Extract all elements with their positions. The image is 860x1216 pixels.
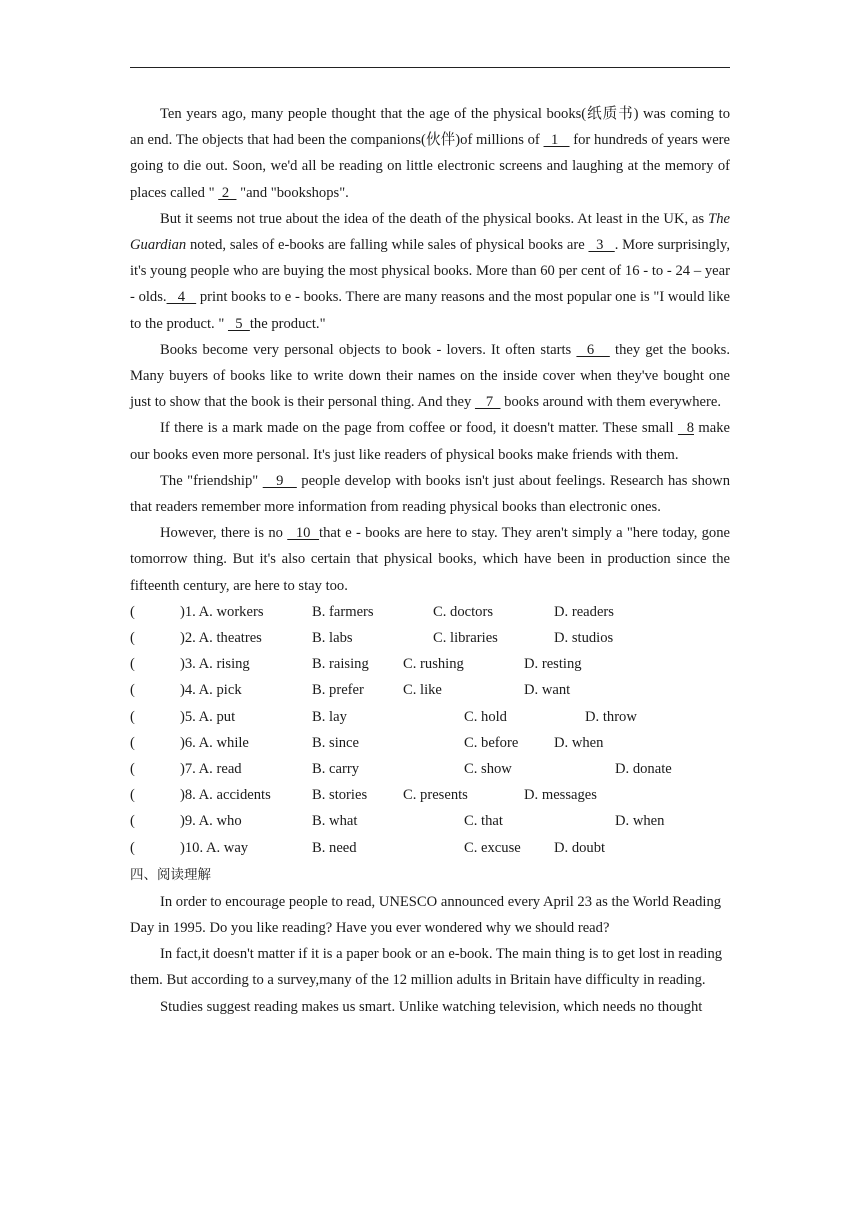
blank-10: 10: [287, 525, 320, 542]
option-c: C. before: [464, 734, 519, 751]
passage-paragraph-2: [130, 206, 730, 337]
blank-1: 1: [543, 132, 570, 149]
option-c: C. that: [464, 813, 503, 830]
option-a: )7. A. read: [180, 760, 242, 777]
header-rule: [130, 67, 730, 68]
passage-text: they get the books. Many buyers of books like to write down their names on the inside cover when they've bought one just to show that the book is their personal thing. And they: [130, 341, 730, 411]
option-a: )3. A. rising: [180, 656, 250, 673]
blank-7: 7: [474, 394, 501, 411]
option-b: B. what: [312, 813, 358, 830]
option-c: C. like: [403, 682, 442, 699]
question-row: [130, 756, 730, 782]
option-d: D. readers: [554, 603, 614, 620]
option-b: B. lay: [312, 708, 347, 725]
option-b: B. farmers: [312, 603, 374, 620]
option-b: B. labs: [312, 630, 353, 647]
option-a: )5. A. put: [180, 708, 236, 725]
blank-4: 4: [166, 289, 197, 306]
option-a: )10. A. way: [180, 839, 249, 856]
blank-8: 8: [677, 420, 694, 437]
option-a: )2. A. theatres: [180, 630, 262, 647]
answer-paren: (: [130, 708, 135, 725]
option-c: C. doctors: [433, 603, 493, 620]
option-d: D. doubt: [554, 839, 606, 856]
question-row: [130, 835, 730, 861]
reading-paragraph-2: In fact,it doesn't matter if it is a paper book or an e-book. The main thing is to get lost in reading them. But according to a survey,many of the 12 million adults in Britain have difficulty in reading.: [130, 946, 723, 989]
passage-text: for hundreds of years were going to die out. Soon, we'd all be reading on little electronic screens and laughing at the memory of places called ": [130, 132, 731, 201]
answer-paren: (: [130, 760, 135, 777]
blank-6: 6: [576, 341, 610, 358]
answer-paren: (: [130, 734, 135, 751]
option-c: C. hold: [464, 708, 507, 725]
option-b: B. raising: [312, 656, 369, 673]
section-heading: [130, 861, 730, 889]
section-heading-text: 四、阅读理解: [130, 866, 211, 883]
reading-paragraph-3: Studies suggest reading makes us smart. Unlike watching television, which needs no thought: [160, 998, 703, 1015]
option-a: )8. A. accidents: [180, 787, 271, 804]
option-d: D. want: [524, 682, 571, 699]
answer-paren: (: [130, 682, 135, 699]
option-d: D. when: [554, 734, 604, 751]
passage-text: The "friendship": [160, 472, 263, 489]
blank-3: 3: [588, 237, 615, 254]
question-list: [130, 599, 730, 861]
blank-2: 2: [218, 184, 237, 201]
answer-paren: (: [130, 656, 135, 673]
question-row: [130, 651, 730, 677]
option-d: D. throw: [585, 708, 637, 725]
option-c: C. rushing: [403, 656, 464, 673]
question-row: [130, 704, 730, 730]
option-d: D. resting: [524, 656, 582, 673]
option-a: )4. A. pick: [180, 682, 242, 699]
question-row: [130, 782, 730, 808]
answer-paren: (: [130, 813, 135, 830]
option-d: D. donate: [615, 760, 672, 777]
option-a: )6. A. while: [180, 734, 249, 751]
passage-text: people develop with books isn't just about feelings. Research has shown that readers remember more information from reading physical books than electronic ones.: [130, 472, 730, 516]
passage-text: print books to e - books. There are many reasons and the most popular one is "I would like to the product. ": [130, 289, 731, 332]
passage-text: the product.": [249, 315, 326, 332]
question-row: [130, 730, 730, 756]
option-b: B. carry: [312, 760, 360, 777]
option-d: D. messages: [524, 787, 597, 804]
question-row: [130, 808, 730, 834]
option-b: B. since: [312, 734, 360, 751]
blank-9: 9: [262, 472, 297, 489]
option-a: )9. A. who: [180, 813, 242, 830]
question-row: [130, 677, 730, 703]
answer-paren: (: [130, 787, 135, 804]
question-row: [130, 599, 730, 625]
blank-5: 5: [227, 315, 250, 332]
passage-text: noted, sales of e-books are falling while sales of physical books are: [186, 237, 589, 254]
passage-text: "and "bookshops".: [236, 184, 349, 201]
passage-text: If there is a mark made on the page from coffee or food, it doesn't matter. These small: [160, 420, 678, 437]
reading-paragraph-1: In order to encourage people to read, UNESCO announced every April 23 as the World Reading Day in 1995. Do you like reading? Have you ever wondered why we should read?: [130, 893, 722, 936]
passage-text: that e - books are here to stay. They aren't simply a "here today, gone tomorrow thing. But it's also certain that physical books, which have been in production since the fifteenth century, are here to stay too.: [130, 525, 731, 594]
option-c: C. excuse: [464, 839, 521, 856]
passage-text: make our books even more personal. It's just like readers of physical books make friends with them.: [130, 420, 730, 463]
publication-title: The Guardian: [130, 210, 730, 254]
option-b: B. need: [312, 839, 357, 856]
passage-paragraph-6: [130, 520, 730, 599]
passage-paragraph-5: [130, 468, 730, 520]
option-c: C. libraries: [433, 630, 498, 647]
passage-paragraph-4: [130, 415, 730, 467]
option-d: D. studios: [554, 630, 614, 647]
question-row: [130, 625, 730, 651]
passage-text: books around with them everywhere.: [500, 394, 721, 411]
passage-text: However, there is no: [160, 525, 288, 542]
answer-paren: (: [130, 603, 135, 620]
passage-paragraph-3: [130, 337, 730, 416]
option-d: D. when: [615, 813, 665, 830]
answer-paren: (: [130, 839, 135, 856]
passage-text: But it seems not true about the idea of the death of the physical books. At least in the UK, as: [160, 210, 709, 227]
option-a: )1. A. workers: [180, 603, 264, 620]
passage-paragraph-1: [130, 101, 730, 206]
document-body: [130, 101, 730, 1020]
passage-text: Books become very personal objects to book - lovers. It often starts: [160, 341, 577, 358]
option-c: C. presents: [403, 787, 468, 804]
passage-text: . More surprisingly, it's young people who are buying the most physical books. More than 60 per cent of 16 - to - 24 – year - olds.: [130, 237, 731, 306]
option-b: B. stories: [312, 787, 368, 804]
passage-text: Ten years ago, many people thought that the age of the physical books(纸质书) was coming to an end. The objects that had been the companions(伙伴)of millions of: [130, 106, 730, 149]
option-c: C. show: [464, 760, 512, 777]
answer-paren: (: [130, 630, 135, 647]
option-b: B. prefer: [312, 682, 364, 699]
